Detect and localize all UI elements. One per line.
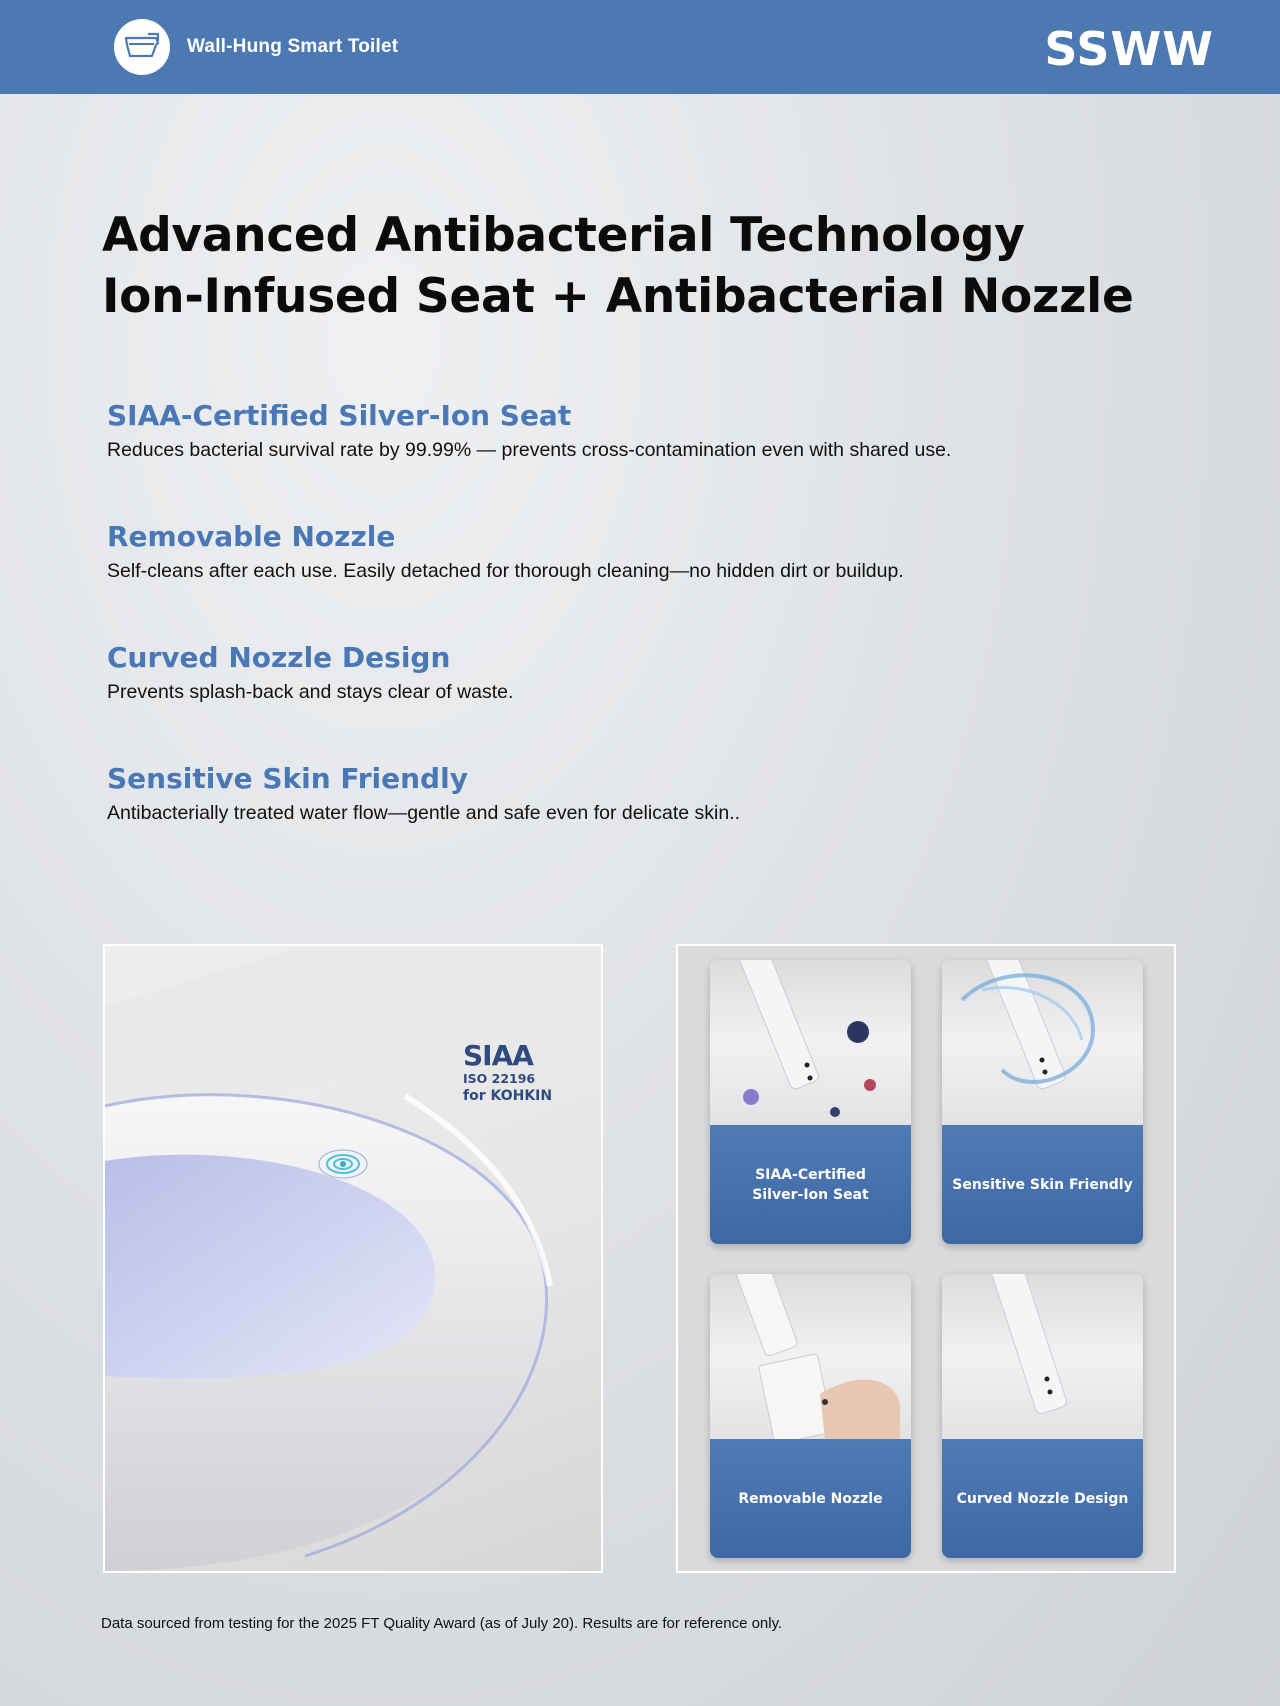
toilet-icon [122,30,162,64]
siaa-for-kohkin: for KOHKIN [463,1088,553,1104]
headline-line-1: Advanced Antibacterial Technology [102,208,1025,263]
feature-card-grid [676,944,1176,1573]
card-curved-nozzle [942,1274,1143,1558]
water-splash-photo [942,960,1143,1125]
card-label-line-1: Curved Nozzle Design [956,1490,1129,1507]
card-silver-ion-seat [710,960,911,1244]
feature-description: Antibacterially treated water flow—gentle and safe even for delicate skin.. [107,802,741,824]
feature-list [107,398,1207,882]
feature-description: Prevents splash-back and stays clear of waste. [107,681,514,703]
hand-removing-nozzle-photo [710,1274,911,1439]
brand-logo: SSWW [1044,22,1214,76]
feature-title: Removable Nozzle [107,520,396,553]
card-label-line-2: Silver-Ion Seat [752,1186,869,1203]
feature-title: SIAA-Certified Silver-Ion Seat [107,399,572,432]
siaa-iso-standard: ISO 22196 [463,1071,536,1086]
card-label [710,1125,911,1244]
card-removable-nozzle [710,1274,911,1558]
curved-nozzle-photo [942,1274,1143,1439]
feature-description: Self-cleans after each use. Easily detached for thorough cleaning—no hidden dirt or buildup. [107,560,904,582]
header-title: Wall-Hung Smart Toilet [187,36,399,57]
feature-title: Curved Nozzle Design [107,641,451,674]
card-label [942,1125,1143,1244]
card-label [710,1439,911,1558]
page-headline [102,205,1202,327]
feature-item [107,519,1207,640]
card-label-line-1: Sensitive Skin Friendly [952,1176,1133,1193]
feature-item [107,640,1207,761]
feature-item [107,761,1207,882]
header-bar [0,0,1280,94]
headline-line-2: Ion-Infused Seat + Antibacterial Nozzle [102,269,1134,324]
seat-photo-panel [103,944,603,1573]
card-label-line-1: Removable Nozzle [738,1490,883,1507]
siaa-certification-badge [463,1041,552,1105]
feature-description: Reduces bacterial survival rate by 99.99% — prevents cross-contamination even with shared use. [107,439,952,461]
logo-badge [114,19,170,75]
feature-item [107,398,1207,519]
nozzle-bacteria-photo [710,960,911,1125]
card-label [942,1439,1143,1558]
card-sensitive-skin [942,960,1143,1244]
siaa-wordmark: SIAA [463,1039,533,1072]
feature-title: Sensitive Skin Friendly [107,762,468,795]
disclaimer-footnote: Data sourced from testing for the 2025 FT Quality Award (as of July 20). Results are for reference only. [101,1615,783,1632]
card-label-line-1: SIAA-Certified [755,1166,866,1183]
